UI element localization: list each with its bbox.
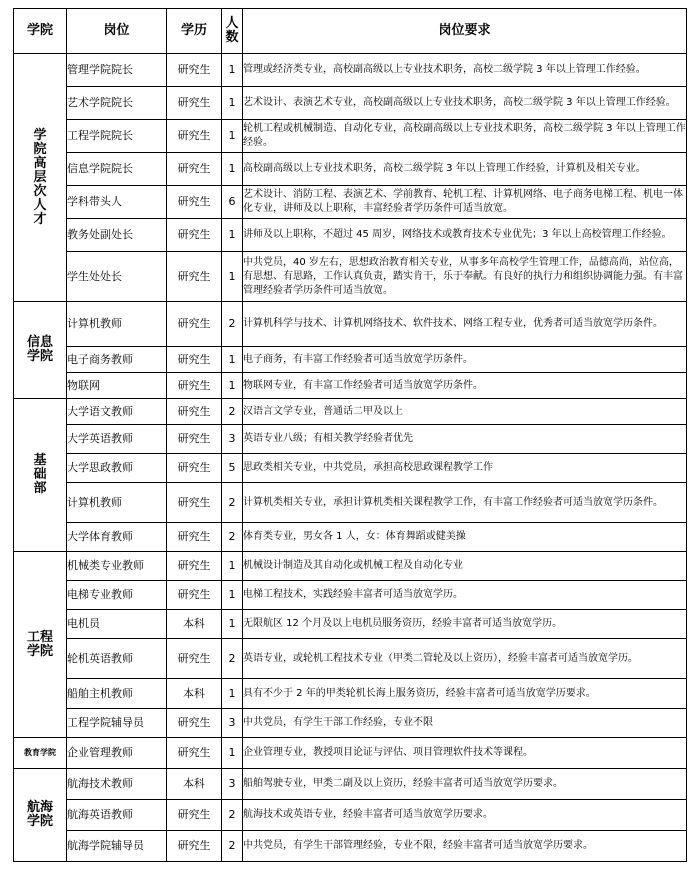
requirement-cell: 计算机科学与技术、计算机网络技术、软件技术、网络工程专业，优秀者可适当放宽学历条件。 xyxy=(243,302,687,347)
education-cell: 研究生 xyxy=(167,399,222,425)
table-row xyxy=(14,186,687,219)
position-cell: 工程学院院长 xyxy=(67,120,167,153)
position-cell: 艺术学院院长 xyxy=(67,87,167,120)
education-cell: 研究生 xyxy=(167,153,222,186)
count-cell: 1 xyxy=(222,552,243,581)
count-cell: 1 xyxy=(222,54,243,87)
count-cell: 3 xyxy=(222,769,243,800)
requirement-cell: 体育类专业，男女各 1 人，女：体育舞蹈或健美操 xyxy=(243,523,687,552)
education-cell: 研究生 xyxy=(167,552,222,581)
position-cell: 管理学院院长 xyxy=(67,54,167,87)
table-row xyxy=(14,610,687,639)
position-cell: 航海英语教师 xyxy=(67,800,167,831)
position-cell: 学生处处长 xyxy=(67,252,167,302)
table-row xyxy=(14,738,687,769)
count-cell: 1 xyxy=(222,153,243,186)
table-row xyxy=(14,552,687,581)
requirement-cell: 英语专业八级；有相关教学经验者优先 xyxy=(243,425,687,454)
position-cell: 企业管理教师 xyxy=(67,738,167,769)
requirement-cell: 电子商务，有丰富工作经验者可适当放宽学历条件。 xyxy=(243,347,687,373)
count-cell: 1 xyxy=(222,87,243,120)
count-cell: 1 xyxy=(222,373,243,399)
education-cell: 研究生 xyxy=(167,454,222,483)
header-college: 学院 xyxy=(14,9,67,54)
position-cell: 大学语文教师 xyxy=(67,399,167,425)
requirement-cell: 电梯工程技术，实践经验丰富者可适当放宽学历。 xyxy=(243,581,687,610)
college-cell: 学 院 高 层 次 人 才 xyxy=(14,54,67,302)
education-cell: 研究生 xyxy=(167,54,222,87)
table-row xyxy=(14,87,687,120)
position-cell: 学科带头人 xyxy=(67,186,167,219)
education-cell: 研究生 xyxy=(167,347,222,373)
position-cell: 电梯专业教师 xyxy=(67,581,167,610)
position-cell: 电子商务教师 xyxy=(67,347,167,373)
table-row xyxy=(14,252,687,302)
education-cell: 研究生 xyxy=(167,186,222,219)
count-cell: 1 xyxy=(222,738,243,769)
table-row xyxy=(14,373,687,399)
position-cell: 工程学院辅导员 xyxy=(67,709,167,738)
table-row xyxy=(14,153,687,186)
position-cell: 航海技术教师 xyxy=(67,769,167,800)
requirement-cell: 英语专业，或轮机工程技术专业（甲类二管轮及以上资历），经验丰富者可适当放宽学历。 xyxy=(243,639,687,679)
table-row xyxy=(14,399,687,425)
education-cell: 研究生 xyxy=(167,639,222,679)
count-cell: 1 xyxy=(222,252,243,302)
position-cell: 大学思政教师 xyxy=(67,454,167,483)
education-cell: 研究生 xyxy=(167,219,222,252)
table-row xyxy=(14,120,687,153)
requirement-cell: 思政类相关专业，中共党员，承担高校思政课程教学工作 xyxy=(243,454,687,483)
requirement-cell: 具有不少于 2 年的甲类轮机长海上服务资历，经验丰富者可适当放宽学历要求。 xyxy=(243,679,687,709)
table-row xyxy=(14,679,687,709)
position-cell: 物联网 xyxy=(67,373,167,399)
table-row xyxy=(14,769,687,800)
requirement-cell: 中共党员，有学生干部工作经验，专业不限 xyxy=(243,709,687,738)
count-cell: 3 xyxy=(222,425,243,454)
education-cell: 研究生 xyxy=(167,425,222,454)
position-cell: 计算机教师 xyxy=(67,302,167,347)
table-row xyxy=(14,581,687,610)
count-cell: 2 xyxy=(222,483,243,523)
requirement-cell: 计算机类相关专业，承担计算机类相关课程教学工作，有丰富工作经验者可适当放宽学历条件。 xyxy=(243,483,687,523)
requirement-cell: 中共党员，有学生干部管理经验，专业不限，经验丰富者可适当放宽学历要求。 xyxy=(243,831,687,862)
count-cell: 3 xyxy=(222,709,243,738)
count-cell: 2 xyxy=(222,800,243,831)
position-cell: 计算机教师 xyxy=(67,483,167,523)
count-cell: 2 xyxy=(222,639,243,679)
requirement-cell: 无限航区 12 个月及以上电机员服务资历，经验丰富者可适当放宽学历。 xyxy=(243,610,687,639)
count-cell: 1 xyxy=(222,120,243,153)
requirement-cell: 汉语言文学专业，普通话二甲及以上 xyxy=(243,399,687,425)
education-cell: 研究生 xyxy=(167,373,222,399)
education-cell: 研究生 xyxy=(167,120,222,153)
count-cell: 2 xyxy=(222,302,243,347)
education-cell: 研究生 xyxy=(167,709,222,738)
education-cell: 研究生 xyxy=(167,831,222,862)
position-cell: 航海学院辅导员 xyxy=(67,831,167,862)
requirement-cell: 艺术设计、表演艺术专业，高校副高级以上专业技术职务，高校二级学院 3 年以上管理工作经验。 xyxy=(243,87,687,120)
count-cell: 5 xyxy=(222,454,243,483)
header-position: 岗位 xyxy=(67,9,167,54)
requirement-cell: 讲师及以上职称，不超过 45 周岁，网络技术或教育技术专业优先；3 年以上高校管理工作经验。 xyxy=(243,219,687,252)
position-cell: 轮机英语教师 xyxy=(67,639,167,679)
table-row xyxy=(14,219,687,252)
position-cell: 机械类专业教师 xyxy=(67,552,167,581)
table-row xyxy=(14,302,687,347)
college-cell: 航海 学院 xyxy=(14,769,67,862)
table-row xyxy=(14,523,687,552)
college-cell: 教育学院 xyxy=(14,738,67,769)
table-row xyxy=(14,639,687,679)
header-count xyxy=(222,9,243,54)
header-count-line1: 人 xyxy=(225,16,239,31)
position-cell: 信息学院院长 xyxy=(67,153,167,186)
education-cell: 研究生 xyxy=(167,800,222,831)
table-row xyxy=(14,483,687,523)
education-cell: 研究生 xyxy=(167,523,222,552)
count-cell: 1 xyxy=(222,610,243,639)
requirement-cell: 高校副高级以上专业技术职务，高校二级学院 3 年以上管理工作经验，计算机及相关专业。 xyxy=(243,153,687,186)
table-row xyxy=(14,454,687,483)
requirement-cell: 机械设计制造及其自动化或机械工程及自动化专业 xyxy=(243,552,687,581)
requirement-cell: 企业管理专业，教授项目论证与评估、项目管理软件技术等课程。 xyxy=(243,738,687,769)
table-body xyxy=(14,54,687,862)
requirement-cell: 管理或经济类专业，高校副高级以上专业技术职务，高校二级学院 3 年以上管理工作经验。 xyxy=(243,54,687,87)
count-cell: 2 xyxy=(222,831,243,862)
table-row xyxy=(14,347,687,373)
education-cell: 研究生 xyxy=(167,738,222,769)
college-cell: 工程 学院 xyxy=(14,552,67,738)
table-row xyxy=(14,54,687,87)
requirement-cell: 轮机工程或机械制造、自动化专业，高校副高级以上专业技术职务，高校二级学院 3 年以上管理工作经验。 xyxy=(243,120,687,153)
table-row xyxy=(14,425,687,454)
count-cell: 1 xyxy=(222,581,243,610)
count-cell: 1 xyxy=(222,347,243,373)
position-cell: 大学体育教师 xyxy=(67,523,167,552)
count-cell: 1 xyxy=(222,679,243,709)
education-cell: 本科 xyxy=(167,679,222,709)
education-cell: 研究生 xyxy=(167,483,222,523)
position-cell: 教务处副处长 xyxy=(67,219,167,252)
header-requirements: 岗位要求 xyxy=(243,9,687,54)
education-cell: 本科 xyxy=(167,610,222,639)
count-cell: 2 xyxy=(222,399,243,425)
college-cell: 信息 学院 xyxy=(14,302,67,399)
table-row xyxy=(14,831,687,862)
requirement-cell: 物联网专业，有丰富工作经验者可适当放宽学历条件。 xyxy=(243,373,687,399)
requirement-cell: 航海技术或英语专业，经验丰富者可适当放宽学历要求。 xyxy=(243,800,687,831)
requirement-cell: 船舶驾驶专业，甲类二副及以上资历，经验丰富者可适当放宽学历要求。 xyxy=(243,769,687,800)
header-count-line2: 数 xyxy=(225,30,239,45)
education-cell: 研究生 xyxy=(167,581,222,610)
education-cell: 研究生 xyxy=(167,252,222,302)
college-cell: 基 础 部 xyxy=(14,399,67,552)
header-education: 学历 xyxy=(167,9,222,54)
count-cell: 6 xyxy=(222,186,243,219)
recruitment-table xyxy=(13,8,687,862)
header-row xyxy=(14,9,687,54)
position-cell: 电机员 xyxy=(67,610,167,639)
requirement-cell: 中共党员，40 岁左右，思想政治教育相关专业，从事多年高校学生管理工作，品德高尚，站位高，有思想、有思路，工作认真负责，踏实肯干，乐于奉献。有良好的执行力和组织协调能力强。有丰富管理经验者学历条件可适当放宽。 xyxy=(243,252,687,302)
education-cell: 研究生 xyxy=(167,302,222,347)
requirement-cell: 艺术设计、消防工程、表演艺术、学前教育、轮机工程、计算机网络、电子商务电梯工程、机电一体化专业，讲师及以上职称，丰富经验者学历条件可适当放宽。 xyxy=(243,186,687,219)
table-row xyxy=(14,800,687,831)
education-cell: 研究生 xyxy=(167,87,222,120)
position-cell: 船舶主机教师 xyxy=(67,679,167,709)
count-cell: 1 xyxy=(222,219,243,252)
table-row xyxy=(14,709,687,738)
education-cell: 本科 xyxy=(167,769,222,800)
count-cell: 2 xyxy=(222,523,243,552)
position-cell: 大学英语教师 xyxy=(67,425,167,454)
